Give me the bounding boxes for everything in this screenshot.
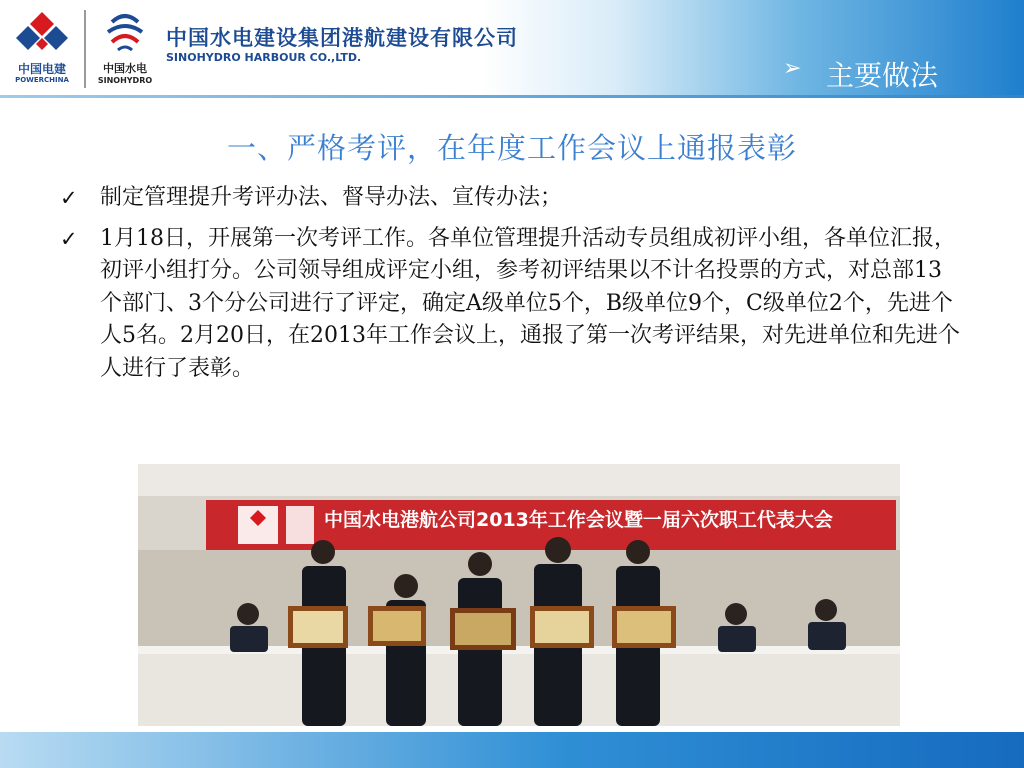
checkmark-icon: ✓ bbox=[60, 186, 78, 210]
sinohydro-caption-en: SINOHYDRO bbox=[97, 76, 153, 85]
slide-header bbox=[0, 0, 1024, 98]
section-title: 主要做法 bbox=[826, 59, 939, 92]
meeting-banner-text: 中国水电港航公司2013年工作会议暨一届六次职工代表大会 bbox=[324, 509, 833, 531]
powerchina-emblem-icon bbox=[6, 8, 78, 58]
slide-title: 一、严格考评，在年度工作会议上通报表彰 bbox=[226, 131, 797, 165]
section-arrow-icon: ➢ bbox=[783, 56, 802, 81]
bullet-text: 制定管理提升考评办法、督导办法、宣传办法； bbox=[100, 185, 563, 210]
sinohydro-emblem-icon bbox=[92, 8, 158, 58]
sinohydro-logo bbox=[92, 8, 158, 90]
company-name-en: SINOHYDRO HARBOUR CO.,LTD. bbox=[166, 51, 362, 64]
slide-footer-band bbox=[0, 732, 1024, 768]
company-name-cn: 中国水电建设集团港航建设有限公司 bbox=[166, 26, 518, 50]
bullet-item bbox=[60, 223, 960, 386]
award-ceremony-photo bbox=[138, 464, 900, 726]
checkmark-icon: ✓ bbox=[60, 226, 78, 251]
powerchina-caption-cn: 中国电建 bbox=[17, 62, 66, 76]
powerchina-logo bbox=[6, 8, 78, 90]
bullet-text: 1月18日，开展第一次考评工作。各单位管理提升活动专员组成初评小组，各单位汇报，初评小组打分。公司领导组成评定小组，参考初评结果以不计名投票的方式，对总部13个部门、3个分公司进行了评定，确定A级单位5个，B级单位9个，C级单位2个，先进个人5名。2月20日，在2013年工作会议上，通报了第一次考评结果，对先进单位和先进个人进行了表彰。 bbox=[100, 225, 960, 381]
powerchina-caption-en: POWERCHINA bbox=[15, 76, 69, 84]
bullet-list bbox=[60, 182, 960, 385]
sinohydro-caption-cn: 中国水电 bbox=[103, 62, 147, 75]
logo-divider bbox=[84, 10, 86, 88]
bullet-item bbox=[60, 182, 960, 215]
